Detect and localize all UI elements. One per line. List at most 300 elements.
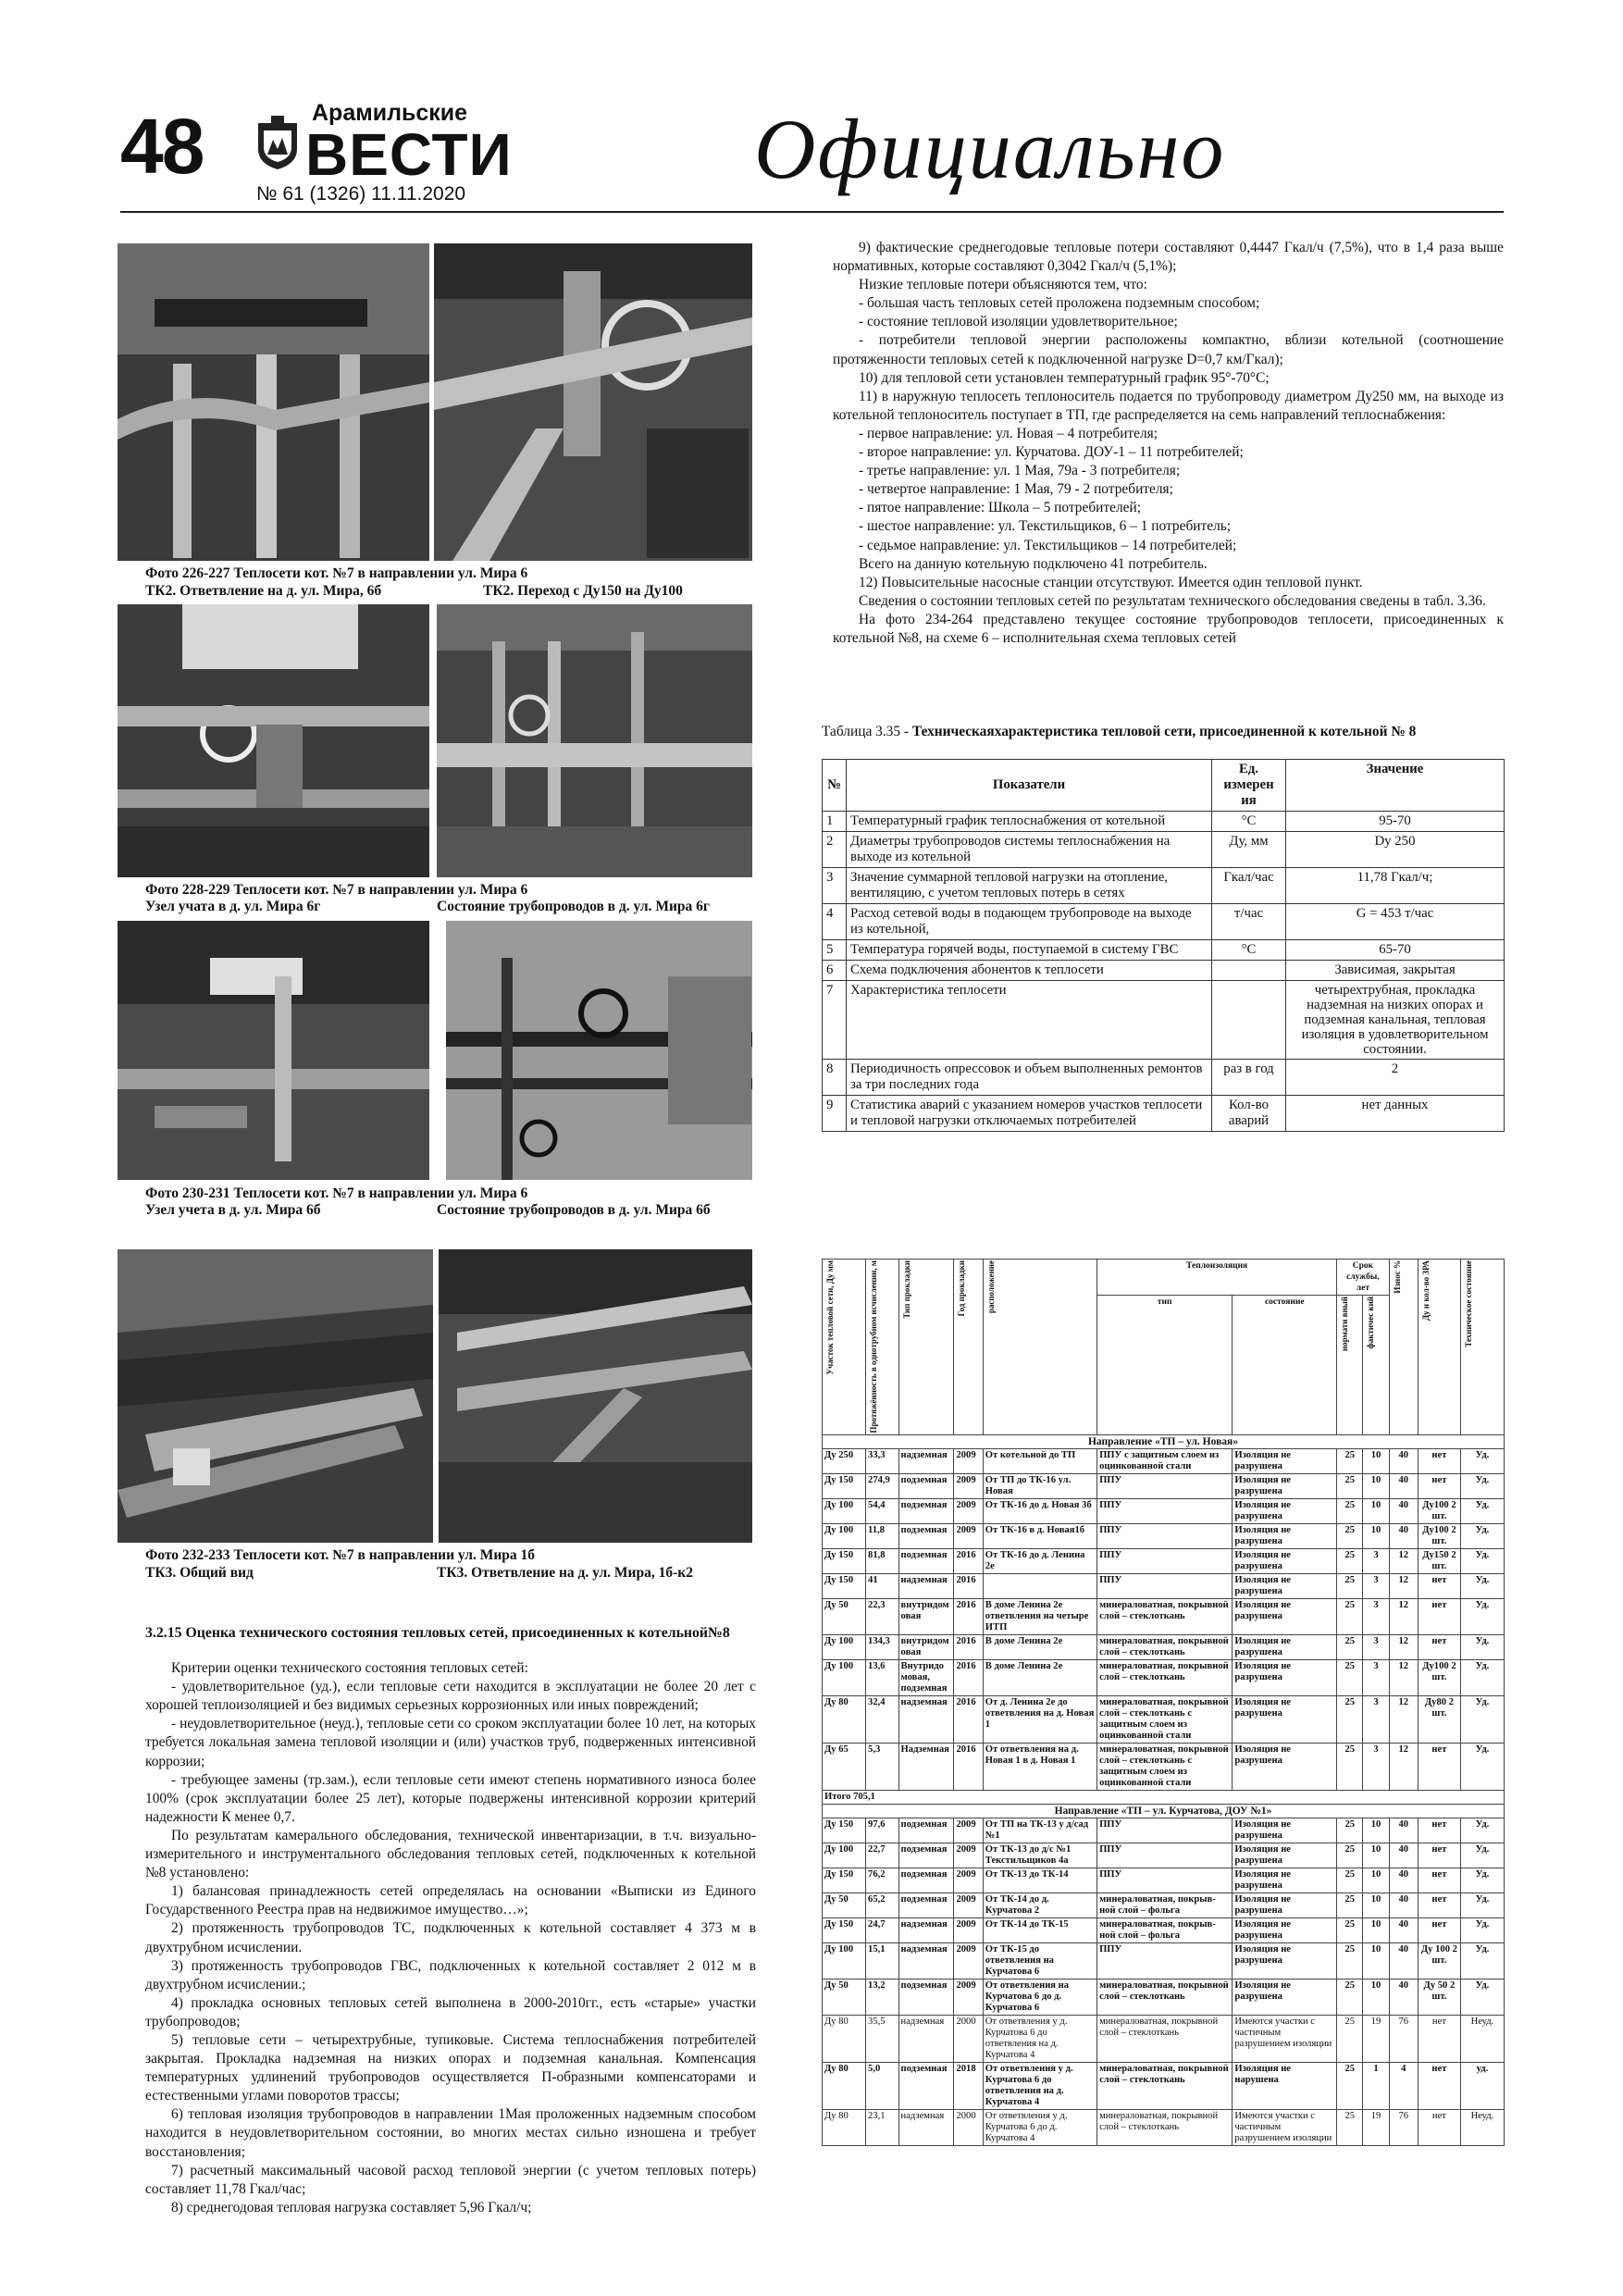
- table-cell: 2016: [954, 1695, 983, 1743]
- table-header: Показатели: [847, 760, 1212, 812]
- text-paragraph: Низкие тепловые потери объясняются тем, что:: [859, 277, 1147, 293]
- table-header: Участок тепловой сети, Ду мм: [825, 1260, 835, 1375]
- total-value: Итого 705,1: [823, 1790, 1505, 1804]
- table-header-row: [823, 1260, 1505, 1296]
- table-row: [823, 1659, 1505, 1695]
- table-row: [823, 812, 1505, 832]
- table-cell: 2016: [954, 1548, 983, 1573]
- text-paragraph: Критерии оценки технического состояния тепловых сетей:: [171, 1660, 528, 1677]
- table-cell: Уд.: [1460, 1868, 1504, 1893]
- text-paragraph: 3) протяженность трубопроводов ГВС, подключенных к котельной составляет 2 012 м в двухтрубном исчислении.;: [145, 1957, 756, 1992]
- page-number: 48: [120, 103, 204, 190]
- table-cell: 40: [1389, 1523, 1418, 1548]
- table-cell: Ду 80: [823, 2015, 866, 2062]
- table-header: нормати вный: [1340, 1297, 1350, 1352]
- table-cell: Ду 100: [823, 1634, 866, 1659]
- table-cell: 2009: [954, 1523, 983, 1548]
- table-cell: Периодичность опрессовок и объем выполненных ремонтов за три последних года: [847, 1060, 1212, 1096]
- table-cell: нет данных: [1286, 1096, 1505, 1132]
- text-paragraph: - потребители тепловой энергии расположены компактно, вблизи котельной (соотношение протяженности тепловых сетей к подключенной нагрузке D=0,7 км/Гкал);: [833, 332, 1504, 367]
- photo-226: [118, 243, 429, 561]
- table-cell: 1: [1363, 2062, 1389, 2109]
- text-paragraph: 9) фактические среднегодовые тепловые потери составляют 0,4447 Гкал/ч (7,5%), что в 1,4 раза выше нормативных, которые составляют 0,3042 Гкал/ч (5,1%);: [833, 240, 1504, 275]
- table-cell: Уд.: [1460, 1659, 1504, 1695]
- logo-big-text: ВЕСТИ: [305, 121, 513, 188]
- table-cell: 10: [1363, 1843, 1389, 1868]
- table-cell: Ду 100 2 шт.: [1418, 1942, 1460, 1979]
- table-cell: 95-70: [1286, 812, 1505, 832]
- table-cell: внутридом овая: [898, 1598, 954, 1634]
- table-cell: 3: [1363, 1598, 1389, 1634]
- text-paragraph: - четвертое направление: 1 Мая, 79 - 2 потребителя;: [859, 481, 1173, 498]
- table-cell: минераловатная, покрывной слой – стеклоткань: [1097, 1598, 1233, 1634]
- table-cell: 41: [866, 1573, 899, 1598]
- table-cell: Ду, мм: [1212, 832, 1286, 868]
- table-cell: нет: [1418, 2109, 1460, 2145]
- table-cell: 15,1: [866, 1942, 899, 1979]
- text-paragraph: - пятое направление: Школа – 5 потребителей;: [859, 500, 1141, 516]
- table-cell: подземная: [898, 2062, 954, 2109]
- table-cell: Уд.: [1460, 1573, 1504, 1598]
- table-cell: Уд.: [1460, 1818, 1504, 1843]
- table-cell: Ду 100: [823, 1523, 866, 1548]
- table-cell: Уд.: [1460, 1548, 1504, 1573]
- table-cell: 10: [1363, 1523, 1389, 1548]
- photo-227: [434, 243, 752, 561]
- table-cell: В доме Ленина 2е ответвления на четыре ИТП: [983, 1598, 1096, 1634]
- table-cell: ППУ: [1097, 1498, 1233, 1523]
- table-row: [823, 1548, 1505, 1573]
- table-cell: ППУ: [1097, 1818, 1233, 1843]
- table-cell: Ду 50 2 шт.: [1418, 1979, 1460, 2015]
- table-cell: 12: [1389, 1659, 1418, 1695]
- table-cell: Уд.: [1460, 1448, 1504, 1473]
- caption-photo-230: Узел учета в д. ул. Мира 6б: [145, 1202, 321, 1218]
- table-cell: подземная: [898, 1843, 954, 1868]
- text-paragraph: 6) тепловая изоляция трубопроводов в направлении 1Мая проложенных надземным способом находится в неудовлетворительном состоянии, во многих местах сильно изношена и требует восстановления;: [145, 2106, 756, 2160]
- table-cell: 2009: [954, 1448, 983, 1473]
- table-cell: надземная: [898, 1573, 954, 1598]
- table-cell: Уд.: [1460, 1893, 1504, 1917]
- table-cell: Уд.: [1460, 1942, 1504, 1979]
- caption-photo-228: Узел учата в д. ул. Мира 6г: [145, 899, 321, 914]
- table-row: [823, 1979, 1505, 2015]
- table-header: Значение: [1286, 760, 1505, 812]
- logo-small-text: Арамильские: [312, 100, 468, 126]
- table-header: состояние: [1233, 1296, 1337, 1435]
- photo-233: [439, 1249, 752, 1543]
- table-cell: Ду100 2 шт.: [1418, 1659, 1460, 1695]
- table-cell: Ду 150: [823, 1548, 866, 1573]
- table-cell: 25: [1337, 2062, 1363, 2109]
- table-row: [823, 1448, 1505, 1473]
- table-cell: 12: [1389, 1548, 1418, 1573]
- table-cell: 3: [1363, 1573, 1389, 1598]
- caption-photo-231: Состояние трубопроводов в д. ул. Мира 6б: [437, 1202, 711, 1218]
- table-cell: Ду 65: [823, 1743, 866, 1790]
- table-cell: 6: [823, 961, 847, 981]
- table-cell: Внутридо мовая, подземная: [898, 1659, 954, 1695]
- table-cell: Изоляция не разрушена: [1233, 1942, 1337, 1979]
- table-cell: 40: [1389, 1843, 1418, 1868]
- table-cell: Неуд.: [1460, 2015, 1504, 2062]
- table-cell: Изоляция не разрушена: [1233, 1498, 1337, 1523]
- table-cell: 81,8: [866, 1548, 899, 1573]
- table-cell: подземная: [898, 1893, 954, 1917]
- table-cell: Уд.: [1460, 1917, 1504, 1942]
- table-3-35: [822, 759, 1505, 1132]
- table-cell: четырехтрубная, прокладка надземная на низких опорах и подземная канальная, тепловая изоляция в удовлетворительном состоянии.: [1286, 981, 1505, 1060]
- table-heat-network: [822, 1259, 1505, 2146]
- section-title: Официально: [754, 102, 1226, 196]
- table-cell: 2009: [954, 1843, 983, 1868]
- table-cell: минераловатная, покрывной слой – стеклоткань: [1097, 1659, 1233, 1695]
- table-row: [823, 940, 1505, 961]
- table-cell: Зависимая, закрытая: [1286, 961, 1505, 981]
- table-cell: Ду 150: [823, 1473, 866, 1498]
- table-cell: Изоляция не разрушена: [1233, 1818, 1337, 1843]
- table-cell: Изоляция не разрушена: [1233, 1573, 1337, 1598]
- table-cell: 12: [1389, 1743, 1418, 1790]
- table-cell: От ТП на ТК-13 у д/сад №1: [983, 1818, 1096, 1843]
- table-cell: нет: [1418, 2062, 1460, 2109]
- table-cell: Изоляция не разрушена: [1233, 1448, 1337, 1473]
- text-paragraph: 4) прокладка основных тепловых сетей выполнена в 2000-2010гг., есть «старые» участки трубопроводов;: [145, 1994, 756, 2029]
- table-cell: Неуд.: [1460, 2109, 1504, 2145]
- table-cell: Изоляция не разрушена: [1233, 1473, 1337, 1498]
- table-cell: минераловатная, покрывной слой – стеклоткань: [1097, 2015, 1233, 2062]
- right-text-column: [833, 239, 1504, 648]
- table-cell: 25: [1337, 1598, 1363, 1634]
- table-cell: нет: [1418, 1917, 1460, 1942]
- table-cell: От котельной до ТП: [983, 1448, 1096, 1473]
- table-cell: внутридом овая: [898, 1634, 954, 1659]
- text-paragraph: 8) среднегодовая тепловая нагрузка составляет 5,96 Гкал/ч;: [171, 2199, 532, 2215]
- text-paragraph: - шестое направление: ул. Текстильщиков, 6 – 1 потребитель;: [859, 518, 1232, 535]
- direction-title: Направление «ТП – ул. Новая»: [823, 1434, 1505, 1448]
- table-cell: 13,2: [866, 1979, 899, 2015]
- table-cell: 10: [1363, 1818, 1389, 1843]
- table-row: [823, 2062, 1505, 2109]
- table-cell: Имеются участки с частичным разрушением изоляции: [1233, 2109, 1337, 2145]
- table-caption: [822, 724, 1416, 740]
- table-cell: Схема подключения абонентов к теплосети: [847, 961, 1212, 981]
- table-cell: В доме Ленина 2е: [983, 1634, 1096, 1659]
- table-cell: Ду 80: [823, 2062, 866, 2109]
- table-cell: 23,1: [866, 2109, 899, 2145]
- table-cell: 25: [1337, 1743, 1363, 1790]
- table-cell: 54,4: [866, 1498, 899, 1523]
- table-cell: 2016: [954, 1573, 983, 1598]
- table-row: [823, 1843, 1505, 1868]
- text-paragraph: - неудовлетворительное (неуд.), тепловые сети со сроком эксплуатации более 10 лет, на которых требуется локальная замена тепловой изоляции и (или) участков труб, подверженных интенсивной коррозии;: [145, 1716, 756, 1769]
- caption-photo-233: ТК3. Ответвление на д. ул. Мира, 1б-к2: [437, 1565, 693, 1581]
- table-row: [823, 1695, 1505, 1743]
- table-cell: 25: [1337, 1917, 1363, 1942]
- table-header: Срок службы, лет: [1337, 1260, 1389, 1296]
- table-cell: Уд.: [1460, 1473, 1504, 1498]
- table-cell: Ду 100: [823, 1942, 866, 1979]
- table-cell: 25: [1337, 1548, 1363, 1573]
- direction-title: Направление «ТП – ул. Курчатова, ДОУ №1»: [823, 1804, 1505, 1818]
- table-cell: 97,6: [866, 1818, 899, 1843]
- table-cell: От ответвления на д. Новая 1 в д. Новая 1: [983, 1743, 1096, 1790]
- table-cell: 2009: [954, 1893, 983, 1917]
- table-cell: 10: [1363, 1868, 1389, 1893]
- table-cell: 2000: [954, 2109, 983, 2145]
- table-cell: 5,0: [866, 2062, 899, 2109]
- table-cell: 3: [1363, 1634, 1389, 1659]
- table-cell: Ду80 2 шт.: [1418, 1695, 1460, 1743]
- table-cell: подземная: [898, 1498, 954, 1523]
- table-cell: 2009: [954, 1818, 983, 1843]
- table-cell: минераловатная, покрывной слой – стеклоткань: [1097, 1979, 1233, 2015]
- table-cell: 10: [1363, 1893, 1389, 1917]
- table-cell: 40: [1389, 1498, 1418, 1523]
- table-cell: 2000: [954, 2015, 983, 2062]
- table-cell: Уд.: [1460, 1979, 1504, 2015]
- caption-photo-226-title: Фото 226-227 Теплосети кот. №7 в направлении ул. Мира 6: [145, 565, 528, 581]
- table-row: [823, 1096, 1505, 1132]
- caption-photo-228-title: Фото 228-229 Теплосети кот. №7 в направлении ул. Мира 6: [145, 882, 528, 898]
- table-cell: [1212, 961, 1286, 981]
- table-cell: нет: [1418, 1818, 1460, 1843]
- table-cell: Ду 250: [823, 1448, 866, 1473]
- table-cell: 76: [1389, 2015, 1418, 2062]
- table-cell: 32,4: [866, 1695, 899, 1743]
- table-cell: Ду 50: [823, 1893, 866, 1917]
- table-cell: 40: [1389, 1473, 1418, 1498]
- table-cell: 2009: [954, 1473, 983, 1498]
- table-row: [823, 1917, 1505, 1942]
- photo-232: [118, 1249, 433, 1543]
- table-row: [823, 1743, 1505, 1790]
- table-cell: Изоляция не разрушена: [1233, 1598, 1337, 1634]
- table-cell: 9: [823, 1096, 847, 1132]
- table-cell: [1212, 981, 1286, 1060]
- table-cell: Изоляция не разрушена: [1233, 1695, 1337, 1743]
- table-cell: 33,3: [866, 1448, 899, 1473]
- table-cell: 10: [1363, 1917, 1389, 1942]
- table-header: Тип прокладки: [901, 1260, 911, 1319]
- table-cell: 22,7: [866, 1843, 899, 1868]
- table-cell: Уд.: [1460, 1695, 1504, 1743]
- text-paragraph: 10) для тепловой сети установлен температурный график 95°-70°С;: [859, 369, 1270, 386]
- table-cell: Уд.: [1460, 1598, 1504, 1634]
- table-cell: 25: [1337, 1498, 1363, 1523]
- table-row: [823, 961, 1505, 981]
- table-cell: 19: [1363, 2015, 1389, 2062]
- table-cell: надземная: [898, 1448, 954, 1473]
- table-cell: подземная: [898, 1548, 954, 1573]
- text-paragraph: 2) протяженность трубопроводов ТС, подключенных к котельной составляет 4 373 м в двухтрубном исчислении.: [145, 1920, 756, 1955]
- table-cell: В доме Ленина 2е: [983, 1659, 1096, 1695]
- table-cell: 40: [1389, 1942, 1418, 1979]
- table-cell: Имеются участки с частичным разрушением изоляции: [1233, 2015, 1337, 2062]
- table-cell: 25: [1337, 2109, 1363, 2145]
- table-cell: Температура горячей воды, поступаемой в систему ГВС: [847, 940, 1212, 961]
- table-cell: 2009: [954, 1868, 983, 1893]
- table-cell: 25: [1337, 1448, 1363, 1473]
- table-cell: От ТК-13 до ТК-14: [983, 1868, 1096, 1893]
- table-cell: От ТП до ТК-16 ул. Новая: [983, 1473, 1096, 1498]
- table-cell: 22,3: [866, 1598, 899, 1634]
- table-cell: 2009: [954, 1498, 983, 1523]
- table-cell: Ду 150: [823, 1868, 866, 1893]
- direction-row: [823, 1434, 1505, 1448]
- table-cell: раз в год: [1212, 1060, 1286, 1096]
- table-cell: ППУ: [1097, 1573, 1233, 1598]
- table-row: [823, 1523, 1505, 1548]
- table-cell: 25: [1337, 1573, 1363, 1598]
- text-paragraph: - состояние тепловой изоляции удовлетворительное;: [859, 314, 1178, 330]
- table-cell: Ду 50: [823, 1598, 866, 1634]
- text-paragraph: 11) в наружную теплосеть теплоноситель подается по трубопроводу диаметром Ду250 мм, на выходе из котельной теплоноситель поступает в ТП, где распределяется на семь направлений теплоснабжения:: [833, 388, 1504, 423]
- total-row: [823, 1790, 1505, 1804]
- table-cell: Статистика аварий с указанием номеров участков теплосети и тепловой нагрузки отключаемых потребителей: [847, 1096, 1212, 1132]
- table-cell: Температурный график теплоснабжения от котельной: [847, 812, 1212, 832]
- table-row: [823, 1498, 1505, 1523]
- table-cell: Изоляция не разрушена: [1233, 1893, 1337, 1917]
- table-row: [823, 1942, 1505, 1979]
- table-cell: подземная: [898, 1473, 954, 1498]
- table-cell: 25: [1337, 1659, 1363, 1695]
- table-row: [823, 1473, 1505, 1498]
- table-cell: Ду 80: [823, 2109, 866, 2145]
- table-cell: 10: [1363, 1979, 1389, 2015]
- table-cell: 76: [1389, 2109, 1418, 2145]
- table-cell: 40: [1389, 1868, 1418, 1893]
- table-cell: нет: [1418, 1598, 1460, 1634]
- crest-icon: [254, 114, 301, 171]
- table-cell: 25: [1337, 1523, 1363, 1548]
- table-cell: Изоляция не разрушена: [1233, 1523, 1337, 1548]
- table-cell: Изоляция не разрушена: [1233, 1979, 1337, 2015]
- table-cell: Уд.: [1460, 1743, 1504, 1790]
- table-cell: Ду150 2 шт.: [1418, 1548, 1460, 1573]
- photo-230: [118, 921, 429, 1180]
- table-cell: надземная: [898, 1695, 954, 1743]
- table-cell: От ТК-13 до д/с №1 Текстильщиков 4а: [983, 1843, 1096, 1868]
- text-paragraph: - требующее замены (тр.зам.), если тепловые сети имеют степень нормативного износа более 100% (срок эксплуатации более 25 лет), которые подвержены интенсивной коррозии критерий надежности К менее 0,7.: [145, 1771, 756, 1825]
- table-cell: ППУ: [1097, 1523, 1233, 1548]
- table-row: [823, 832, 1505, 868]
- table-cell: 12: [1389, 1634, 1418, 1659]
- table-cell: Ду100 2 шт.: [1418, 1523, 1460, 1548]
- table-cell: 40: [1389, 1979, 1418, 2015]
- photo-231: [446, 921, 752, 1180]
- table-cell: Уд.: [1460, 1523, 1504, 1548]
- table-cell: подземная: [898, 1979, 954, 2015]
- table-header: расположение: [985, 1260, 996, 1314]
- table-cell: Уд.: [1460, 1843, 1504, 1868]
- table-cell: Расход сетевой воды в подающем трубопроводе на выходе из котельной,: [847, 904, 1212, 940]
- table-cell: 2016: [954, 1598, 983, 1634]
- table-cell: минераловатная, покрывной слой – стеклоткань с защитным слоем из оцинкованной стали: [1097, 1743, 1233, 1790]
- text-paragraph: 12) Повысительные насосные станции отсутствуют. Имеется один тепловой пункт.: [859, 574, 1363, 590]
- table-cell: 2: [1286, 1060, 1505, 1096]
- table-row: [823, 2109, 1505, 2145]
- table-cell: нет: [1418, 1843, 1460, 1868]
- table-cell: Ду 80: [823, 1695, 866, 1743]
- table-cell: ППУ: [1097, 1473, 1233, 1498]
- table-cell: 25: [1337, 1868, 1363, 1893]
- table-cell: т/час: [1212, 904, 1286, 940]
- table-cell: 10: [1363, 1498, 1389, 1523]
- table-cell: Значение суммарной тепловой нагрузки на отопление, вентиляцию, с учетом тепловых потерь в сетях: [847, 868, 1212, 904]
- table-header: Теплоизоляция: [1097, 1260, 1337, 1296]
- table-cell: ППУ: [1097, 1868, 1233, 1893]
- direction-row: [823, 1804, 1505, 1818]
- table-cell: 2016: [954, 1743, 983, 1790]
- text-paragraph: 7) расчетный максимальный часовой расход тепловой энергии (с учетом тепловых потерь) составляет 11,78 Гкал/час;: [145, 2162, 756, 2197]
- table-cell: 2009: [954, 1979, 983, 2015]
- table-cell: 2: [823, 832, 847, 868]
- table-cell: От ТК-14 до д. Курчатова 2: [983, 1893, 1096, 1917]
- text-paragraph: - большая часть тепловых сетей проложена подземным способом;: [859, 295, 1260, 312]
- table-cell: надземная: [898, 2109, 954, 2145]
- table-cell: надземная: [898, 2015, 954, 2062]
- table-cell: Изоляция не разрушена: [1233, 1548, 1337, 1573]
- text-paragraph: - удовлетворительное (уд.), если тепловые сети находится в эксплуатации не более 20 лет с хорошей теплоизоляцией и без видимых серьезных коррозионных или иных повреждений;: [145, 1679, 756, 1714]
- table-cell: Характеристика теплосети: [847, 981, 1212, 1060]
- table-cell: подземная: [898, 1818, 954, 1843]
- table-row: [823, 981, 1505, 1060]
- table-header: Год прокладки: [957, 1260, 967, 1317]
- table-cell: 40: [1389, 1917, 1418, 1942]
- table-cell: 274,9: [866, 1473, 899, 1498]
- table-cell: нет: [1418, 1473, 1460, 1498]
- table-cell: 5: [823, 940, 847, 961]
- table-cell: 1: [823, 812, 847, 832]
- table-cell: минераловатная, покрывной слой – стеклоткань: [1097, 2109, 1233, 2145]
- table-cell: [983, 1573, 1096, 1598]
- table-cell: 10: [1363, 1448, 1389, 1473]
- table-cell: 25: [1337, 1473, 1363, 1498]
- table-cell: Изоляция не нарушена: [1233, 2062, 1337, 2109]
- table-cell: 11,78 Гкал/ч;: [1286, 868, 1505, 904]
- table-cell: Уд.: [1460, 1634, 1504, 1659]
- table-cell: 25: [1337, 1893, 1363, 1917]
- table-cell: От ТК-16 до д. Ленина 2е: [983, 1548, 1096, 1573]
- table-cell: надземная: [898, 1917, 954, 1942]
- table-cell: Ду 100: [823, 1498, 866, 1523]
- table-cell: 12: [1389, 1573, 1418, 1598]
- text-paragraph: - третье направление: ул. 1 Мая, 79а - 3 потребителя;: [859, 463, 1181, 479]
- caption-photo-230-title: Фото 230-231 Теплосети кот. №7 в направлении ул. Мира 6: [145, 1185, 528, 1201]
- text-paragraph: - первое направление: ул. Новая – 4 потребителя;: [859, 425, 1158, 441]
- table-cell: нет: [1418, 1743, 1460, 1790]
- table-cell: ППУ с защитным слоем из оцинкованной стали: [1097, 1448, 1233, 1473]
- table-cell: ППУ: [1097, 1843, 1233, 1868]
- table-cell: минераловатная, покрывной слой – стеклоткань с защитным слоем из оцинкованной стали: [1097, 1695, 1233, 1743]
- table-row: [823, 1060, 1505, 1096]
- table-cell: Ду 50: [823, 1979, 866, 2015]
- table-caption-prefix: Таблица 3.35 -: [822, 724, 912, 739]
- table-cell: нет: [1418, 1893, 1460, 1917]
- table-row: [823, 1893, 1505, 1917]
- table-cell: От ТК-16 в д. Новая1б: [983, 1523, 1096, 1548]
- table-row: [823, 2015, 1505, 2062]
- table-cell: 2018: [954, 2062, 983, 2109]
- caption-photo-229: Состояние трубопроводов в д. ул. Мира 6г: [437, 899, 710, 914]
- table-cell: °С: [1212, 940, 1286, 961]
- table-cell: 40: [1389, 1818, 1418, 1843]
- table-cell: минераловатная, покрывной слой – стеклоткань: [1097, 2062, 1233, 2109]
- table-cell: 25: [1337, 1843, 1363, 1868]
- table-cell: От ТК-16 до д. Новая 3б: [983, 1498, 1096, 1523]
- table-cell: 7: [823, 981, 847, 1060]
